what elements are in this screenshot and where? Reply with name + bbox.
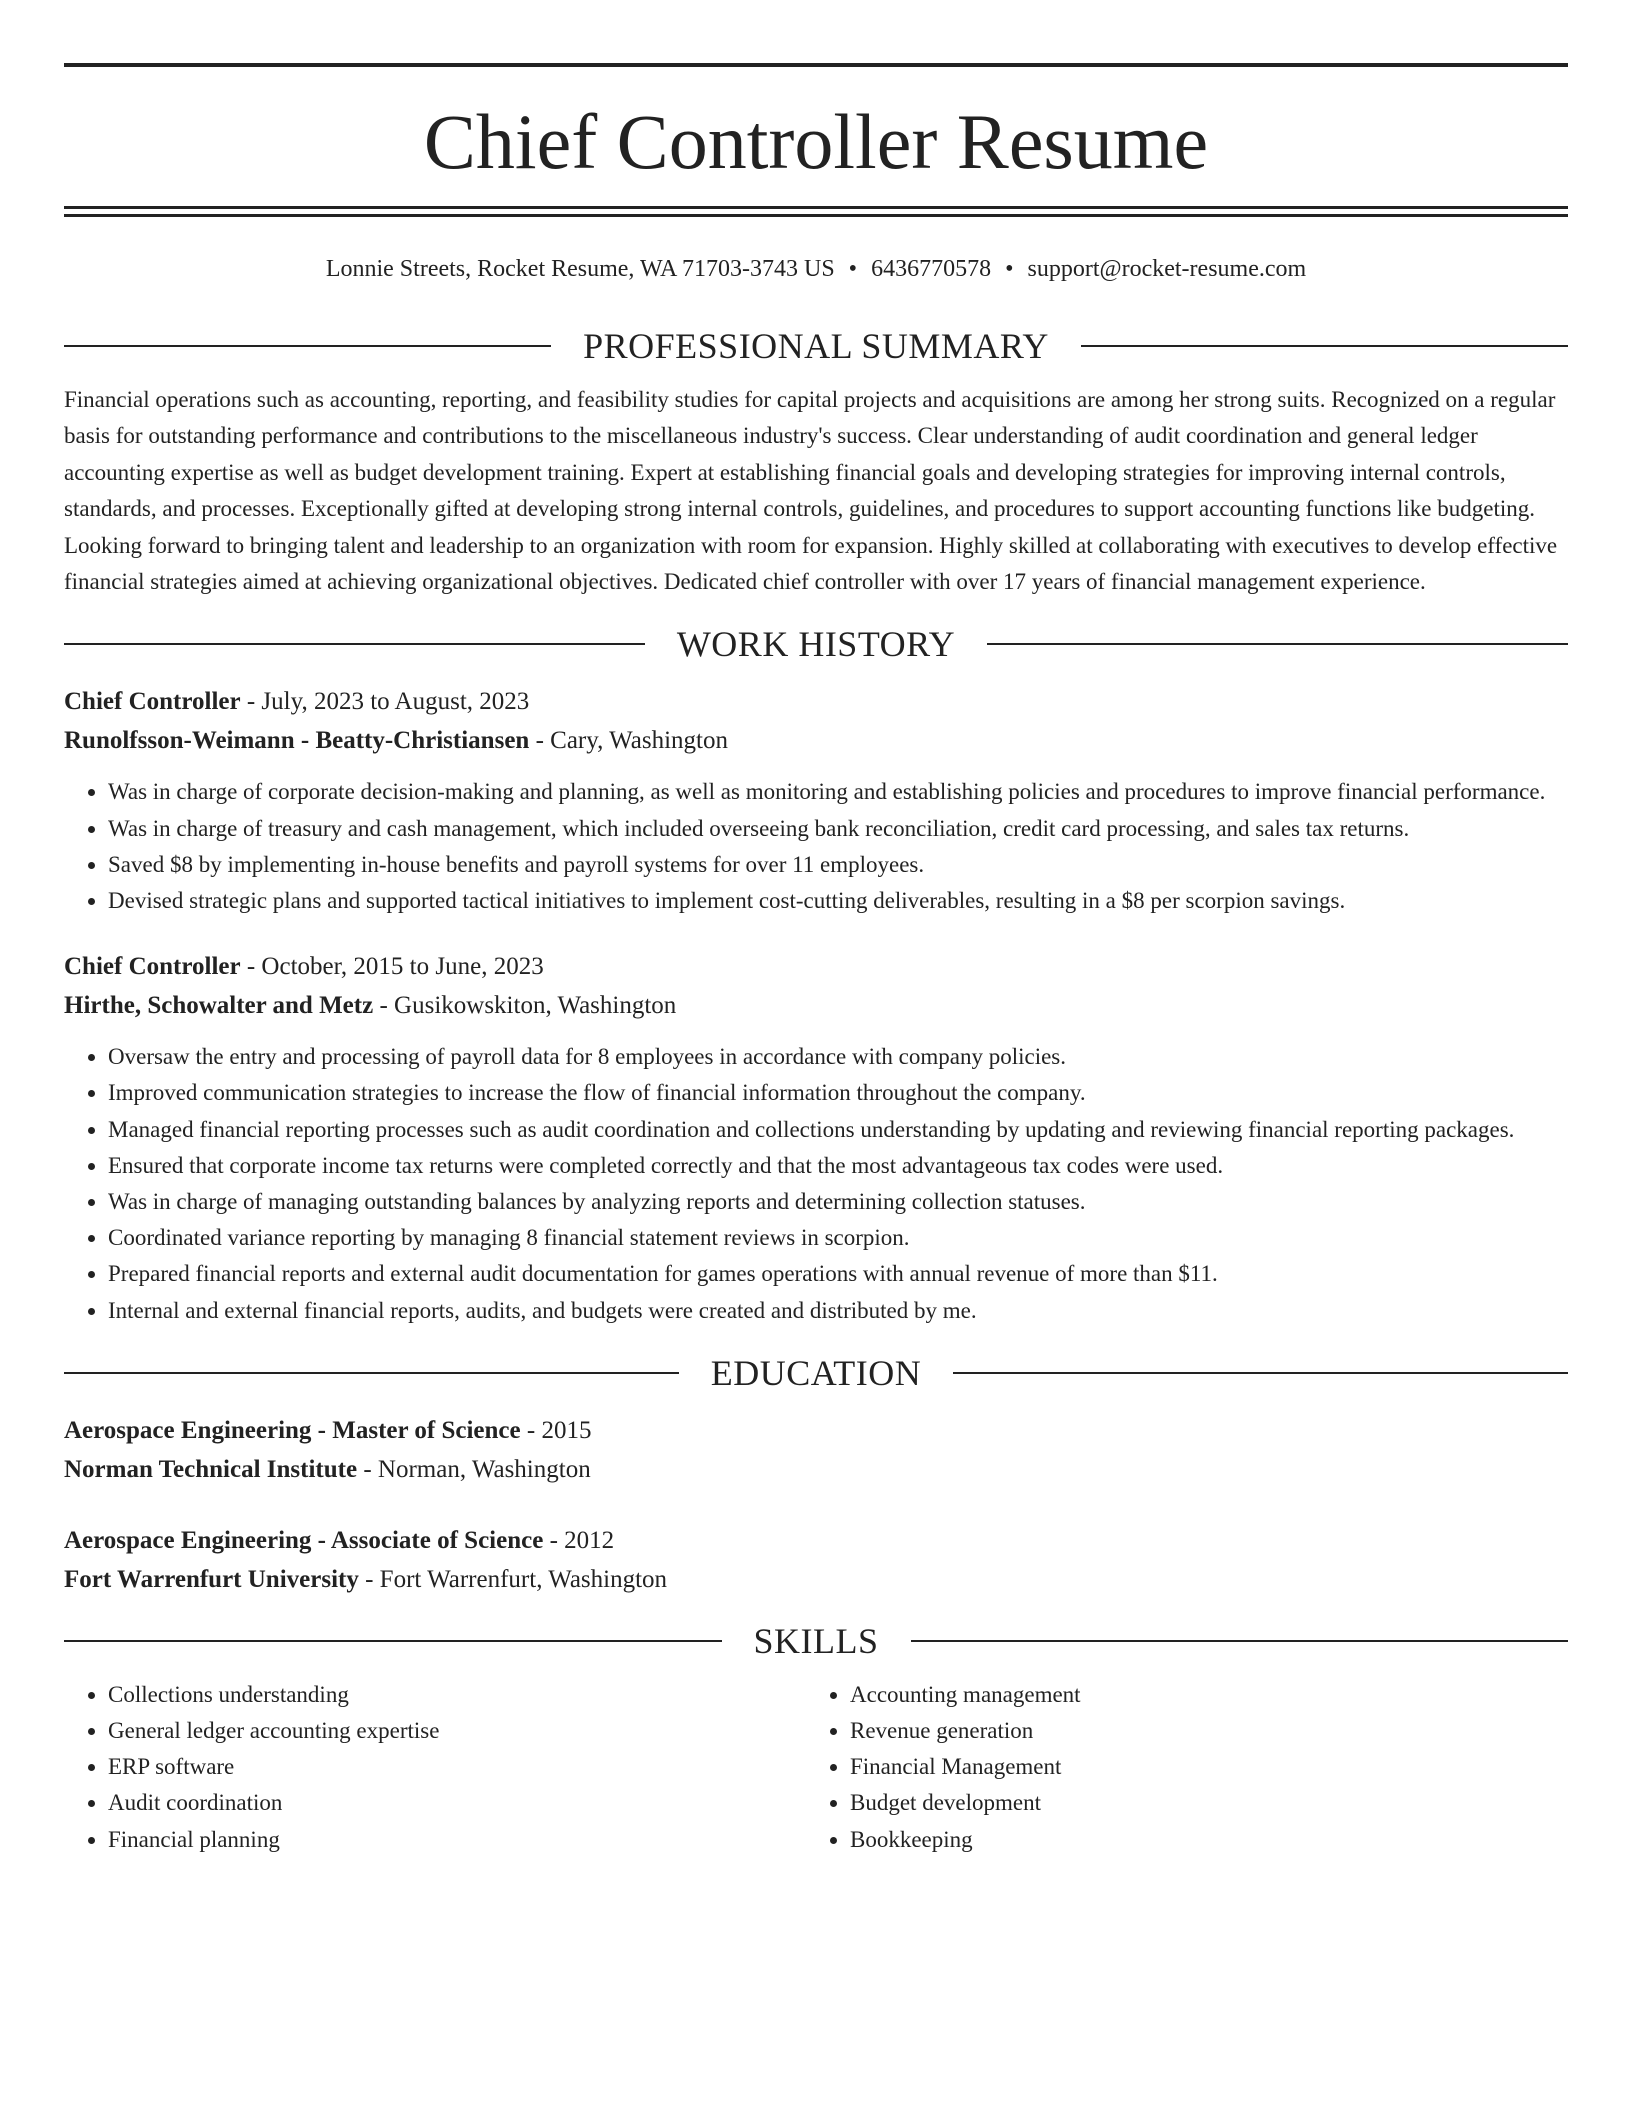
list-item: • Ensured that corporate income tax returns were completed correctly and that the most advantageous tax codes were used. [108, 1148, 1568, 1184]
skills-grid [64, 1677, 1568, 1858]
degree-line [64, 1411, 1568, 1450]
contact-phone: 6436770578 [871, 256, 992, 282]
job-bullet-list [64, 774, 1568, 919]
section-rule [64, 1640, 722, 1642]
job-entry [64, 682, 1568, 919]
section-rule [953, 1372, 1568, 1374]
section-rule [911, 1640, 1569, 1642]
school-line [64, 1560, 1568, 1599]
education-entry [64, 1521, 1568, 1599]
job-location: - Cary, Washington [529, 727, 728, 755]
section-rule [1081, 345, 1568, 347]
top-rule [64, 63, 1568, 67]
skills-column-left [64, 1677, 806, 1858]
section-title: WORK HISTORY [676, 624, 956, 665]
school-line [64, 1450, 1568, 1489]
school-location: - Fort Warrenfurt, Washington [358, 1565, 668, 1593]
job-bullet-list [64, 1039, 1568, 1329]
list-item: • Accounting management [850, 1677, 1548, 1713]
list-item: • Devised strategic plans and supported tactical initiatives to implement cost-cutting deliverables, resulting in a $8 per scorpion savings. [108, 883, 1568, 919]
list-item: • Prepared financial reports and external audit documentation for games operations with annual revenue of more than $11. [108, 1256, 1568, 1292]
list-item: • Revenue generation [850, 1713, 1548, 1749]
list-item: • Oversaw the entry and processing of payroll data for 8 employees in accordance with company policies. [108, 1039, 1568, 1075]
section-header-skills [64, 1619, 1568, 1663]
section-rule [987, 643, 1568, 645]
list-item: • Improved communication strategies to increase the flow of financial information throughout the company. [108, 1075, 1568, 1111]
job-location: - Gusikowskiton, Washington [373, 992, 677, 1020]
page-title: Chief Controller Resume [423, 98, 1209, 185]
list-item: • Saved $8 by implementing in-house benefits and payroll systems for over 11 employees. [108, 847, 1568, 883]
list-item: • Was in charge of treasury and cash management, which included overseeing bank reconciliation, credit card processing, and sales tax returns. [108, 811, 1568, 847]
job-company: Runolfsson-Weimann - Beatty-Christiansen [64, 727, 530, 755]
contact-separator: • [848, 256, 858, 282]
list-item: • Was in charge of managing outstanding balances by analyzing reports and determining collection statuses. [108, 1184, 1568, 1220]
skills-column-right [806, 1677, 1548, 1858]
section-title: PROFESSIONAL SUMMARY [583, 326, 1049, 366]
contact-line [64, 254, 1568, 284]
job-company-line [64, 986, 1568, 1025]
contact-email: support@rocket-resume.com [1027, 256, 1307, 282]
list-item: • Audit coordination [108, 1785, 806, 1821]
section-rule [64, 643, 645, 645]
contact-address: Lonnie Streets, Rocket Resume, WA 71703-3743 US [325, 256, 835, 282]
degree-year: - 2012 [543, 1526, 615, 1554]
list-item: • Bookkeeping [850, 1822, 1548, 1858]
section-header-education [64, 1351, 1568, 1395]
list-item: • General ledger accounting expertise [108, 1713, 806, 1749]
school: Norman Technical Institute [64, 1455, 358, 1483]
section-rule [64, 1372, 679, 1374]
school: Fort Warrenfurt University [64, 1565, 359, 1593]
contact-separator: • [1005, 256, 1014, 282]
job-company-line [64, 721, 1568, 760]
job-entry [64, 947, 1568, 1329]
list-item: • ERP software [108, 1749, 806, 1785]
list-item: • Coordinated variance reporting by managing 8 financial statement reviews in scorpion. [108, 1220, 1568, 1256]
degree: Aerospace Engineering - Associate of Science [64, 1526, 544, 1554]
job-company: Hirthe, Schowalter and Metz [64, 992, 374, 1020]
job-title-line [64, 682, 1568, 721]
title-double-rule [64, 206, 1568, 217]
section-header-summary [64, 324, 1568, 368]
list-item: • Budget development [850, 1785, 1548, 1821]
education-entry [64, 1411, 1568, 1489]
list-item: • Managed financial reporting processes such as audit coordination and collections understanding by updating and reviewing financial reporting packages. [108, 1112, 1568, 1148]
section-title: EDUCATION [710, 1352, 922, 1393]
job-title: Chief Controller [64, 688, 241, 716]
job-title-line [64, 947, 1568, 986]
degree: Aerospace Engineering - Master of Science [64, 1416, 521, 1444]
list-item: • Was in charge of corporate decision-making and planning, as well as monitoring and establishing policies and procedures to improve financial performance. [108, 774, 1568, 810]
list-item: • Financial planning [108, 1822, 806, 1858]
list-item: • Collections understanding [108, 1677, 806, 1713]
section-rule [64, 345, 551, 347]
school-location: - Norman, Washington [357, 1455, 591, 1483]
section-title: SKILLS [753, 1620, 879, 1661]
list-item: • Financial Management [850, 1749, 1548, 1785]
list-item: • Internal and external financial reports, audits, and budgets were created and distributed by me. [108, 1293, 1568, 1329]
job-dates: - October, 2015 to June, 2023 [240, 953, 544, 981]
degree-line [64, 1521, 1568, 1560]
job-title: Chief Controller [64, 953, 241, 981]
job-dates: - July, 2023 to August, 2023 [240, 688, 530, 716]
summary-paragraph: Financial operations such as accounting, reporting, and feasibility studies for capital projects and acquisitions are among her strong suits. Recognized on a regular basis for outstanding performance and contributions to the miscellaneous industry's success. Clear understanding of audit coordination and general ledger accounting expertise as well as budget development training. Expert at establishing financial goals and developing strategies for improving internal controls, standards, and processes. Exceptionally gifted at developing strong internal controls, guidelines, and procedures to support accounting functions like budgeting. Looking forward to bringing talent and leadership to an organization with room for expansion. Highly skilled at collaborating with executives to develop effective financial strategies aimed at achieving organizational objectives. Dedicated chief controller with over 17 years of financial management experience. [64, 387, 1558, 595]
degree-year: - 2015 [520, 1416, 592, 1444]
section-header-work-history [64, 622, 1568, 666]
